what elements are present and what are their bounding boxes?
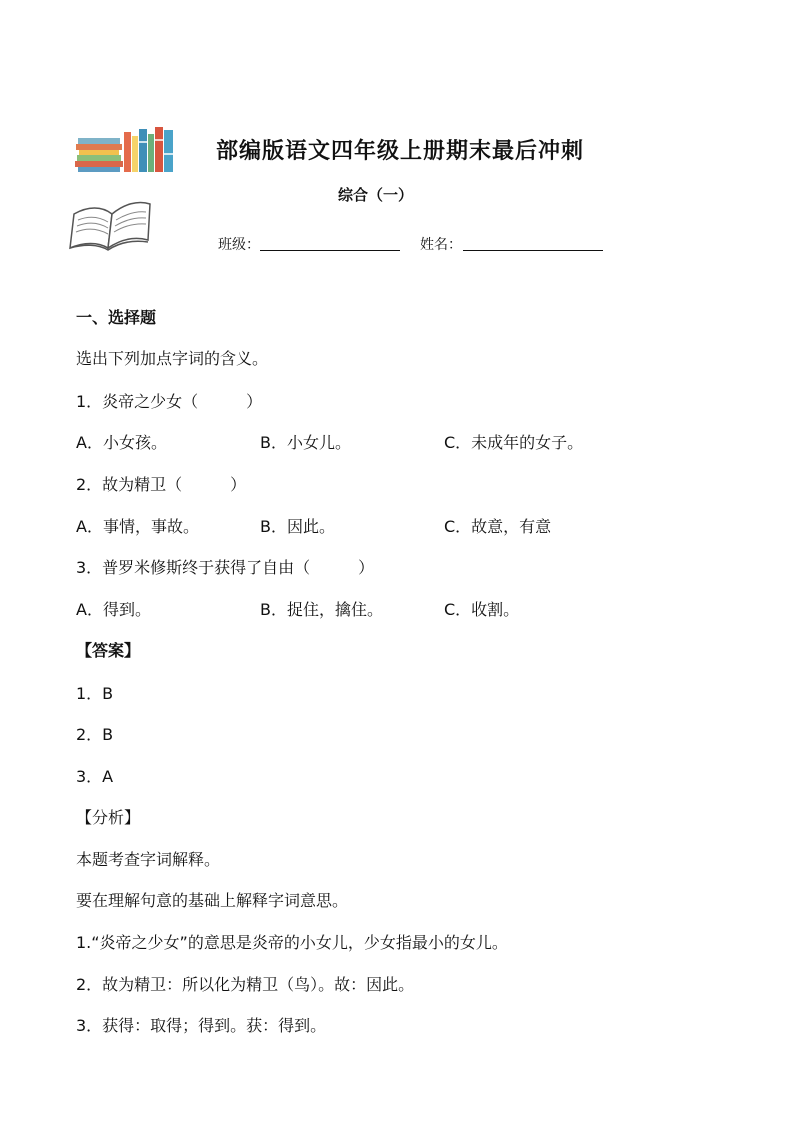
question-stem: 3．普罗米修斯终于获得了自由（ ） bbox=[76, 558, 375, 577]
name-field[interactable] bbox=[463, 234, 603, 251]
option-b: B．捉住，擒住。 bbox=[260, 600, 383, 619]
class-label: 班级： bbox=[218, 237, 260, 253]
answer-item: 2．B bbox=[76, 725, 114, 744]
option-b: B．小女儿。 bbox=[260, 433, 351, 452]
analysis-line: 要在理解句意的基础上解释字词意思。 bbox=[76, 891, 349, 910]
option-a: A．事情，事故。 bbox=[76, 517, 199, 536]
option-c: C．收割。 bbox=[444, 600, 520, 619]
answer-item: 3．A bbox=[76, 767, 114, 786]
class-field[interactable] bbox=[260, 234, 400, 251]
page-subtitle: 综合（一） bbox=[338, 186, 414, 204]
open-book-icon bbox=[68, 192, 154, 254]
page-title: 部编版语文四年级上册期末最后冲刺 bbox=[216, 138, 585, 164]
question-stem: 1．炎帝之少女（ ） bbox=[76, 392, 263, 411]
name-label: 姓名： bbox=[420, 237, 462, 253]
books-illustration bbox=[74, 124, 178, 174]
option-c: C．未成年的女子。 bbox=[444, 433, 584, 452]
instruction-text: 选出下列加点字词的含义。 bbox=[76, 349, 269, 368]
analysis-line: 3．获得：取得；得到。获：得到。 bbox=[76, 1016, 327, 1035]
section-heading: 一、选择题 bbox=[76, 308, 157, 327]
answer-heading: 【答案】 bbox=[76, 641, 141, 660]
option-b: B．因此。 bbox=[260, 517, 335, 536]
option-a: A．小女孩。 bbox=[76, 433, 167, 452]
option-a: A．得到。 bbox=[76, 600, 151, 619]
question-stem: 2．故为精卫（ ） bbox=[76, 475, 247, 494]
analysis-line: 1.“炎帝之少女”的意思是炎帝的小女儿，少女指最小的女儿。 bbox=[76, 933, 508, 952]
analysis-line: 2．故为精卫：所以化为精卫（鸟）。故：因此。 bbox=[76, 975, 415, 994]
option-c: C．故意，有意 bbox=[444, 517, 552, 536]
analysis-line: 本题考查字词解释。 bbox=[76, 850, 221, 869]
analysis-heading: 【分析】 bbox=[76, 808, 141, 827]
answer-item: 1．B bbox=[76, 684, 114, 703]
